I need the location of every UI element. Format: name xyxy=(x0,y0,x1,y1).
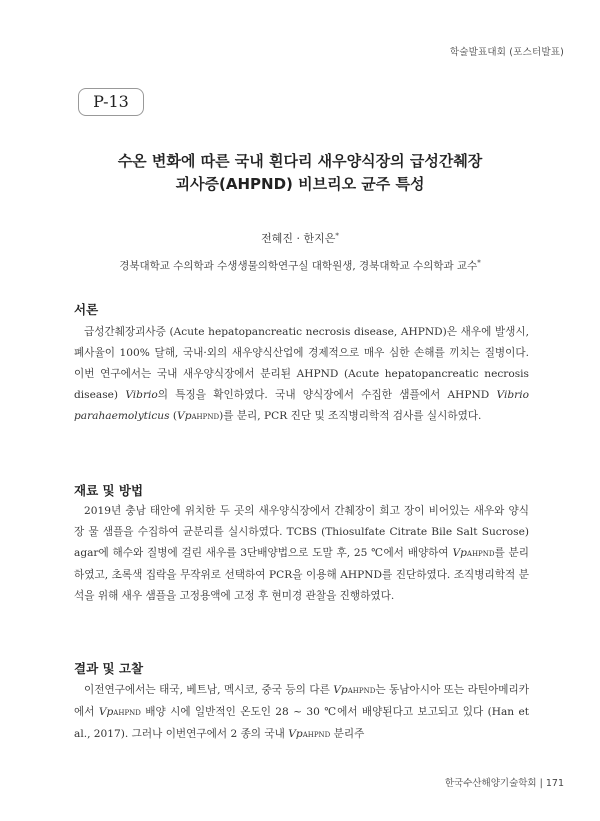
results-text-a: 이전연구에서는 태국, 베트남, 멕시코, 중국 등의 다른 xyxy=(84,684,334,696)
results-vp-3: Vp xyxy=(288,728,303,740)
results-vp-3-sub: AHPND xyxy=(302,731,331,739)
methods-vp-sub: AHPND xyxy=(466,550,495,558)
results-text-d: 분리주 xyxy=(330,728,365,740)
title-line-2: 괴사증(AHPND) 비브리오 균주 특성 xyxy=(175,175,425,193)
results-vp-1-sub: AHPND xyxy=(347,687,376,695)
affiliation-text: 경북대학교 수의학과 수생생물의학연구실 대학원생, 경북대학교 수의학과 교수 xyxy=(119,260,478,272)
intro-paragraph xyxy=(74,322,529,428)
results-paragraph xyxy=(74,680,529,746)
section-heading-methods: 재료 및 방법 xyxy=(74,483,144,498)
intro-vp: Vp xyxy=(177,410,192,422)
intro-text-b: 의 특징을 확인하였다. 국내 양식장에서 수집한 샘플에서 AHPND xyxy=(157,389,497,401)
intro-text-c: )를 분리, PCR 진단 및 조직병리학적 검사를 실시하였다. xyxy=(219,410,482,422)
intro-abbr-open: ( xyxy=(169,410,178,422)
results-vp-2: Vp xyxy=(98,706,114,718)
section-heading-intro: 서론 xyxy=(74,302,99,317)
results-vp-1: Vp xyxy=(333,684,348,696)
running-header: 학술발표대회 (포스터발표) xyxy=(449,47,564,58)
results-text-b: 는 동남아시아 또는 라틴아메리카에서 xyxy=(74,684,529,718)
methods-text-b: 를 분리하였고, 초록색 집락을 무작위로 선택하여 PCR을 이용해 AHPND를 진단하였다. 조직병리학적 분석을 위해 새우 샘플을 고정용액에 고정 후 현미경 관찰을 진행하였다. xyxy=(74,547,529,602)
intro-genus: Vibrio xyxy=(125,389,158,401)
poster-id-badge: P-13 xyxy=(78,88,144,116)
affiliation-mark: * xyxy=(477,259,481,267)
title-line-1: 수온 변화에 따른 국내 흰다리 새우양식장의 급성간췌장 xyxy=(117,152,483,170)
page-footer: 한국수산해양기술학회 | 171 xyxy=(444,778,564,789)
intro-species: Vibrio parahaemolyticus xyxy=(74,389,529,422)
results-vp-2-sub: AHPND xyxy=(113,709,141,717)
methods-vp: Vp xyxy=(452,547,467,559)
author-line xyxy=(0,230,600,246)
author-names: 전혜진 · 한지은 xyxy=(261,232,336,245)
corresponding-mark: * xyxy=(335,232,339,240)
affiliation-line xyxy=(0,258,600,273)
paper-title xyxy=(0,150,600,196)
methods-text-a: 2019년 충남 태안에 위치한 두 곳의 새우양식장에서 간췌장이 희고 장이 비어있는 새우와 양식장 물 샘플을 수집하여 균분리를 실시하였다. TCBS (Thiosulfate Citrate Bile Salt Sucrose) agar에 해수와 질병에 걸린 새우를 3단배양법으로 도말 후, 25 ℃에서 배양하여 xyxy=(74,505,529,559)
methods-paragraph xyxy=(74,501,529,607)
intro-text-a: 급성간췌장괴사증 (Acute hepatopancreatic necrosis disease, AHPND)은 새우에 발생시, 폐사율이 100% 달해, 국내·외의 새우양식산업에 경제적으로 매우 심한 손해를 끼치는 질병이다. 이번 연구에서는 국내 새우양식장에서 분리된 AHPND (Acute hepatopancreatic necrosis disease) xyxy=(74,326,529,401)
intro-vp-sub: AHPND xyxy=(191,413,220,421)
results-text-c: 배양 시에 일반적인 온도인 28 ~ 30 ℃에서 배양된다고 보고되고 있다 (Han et al., 2017). 그러나 이번연구에서 2 종의 국내 xyxy=(74,706,529,740)
section-heading-results: 결과 및 고찰 xyxy=(74,661,144,676)
